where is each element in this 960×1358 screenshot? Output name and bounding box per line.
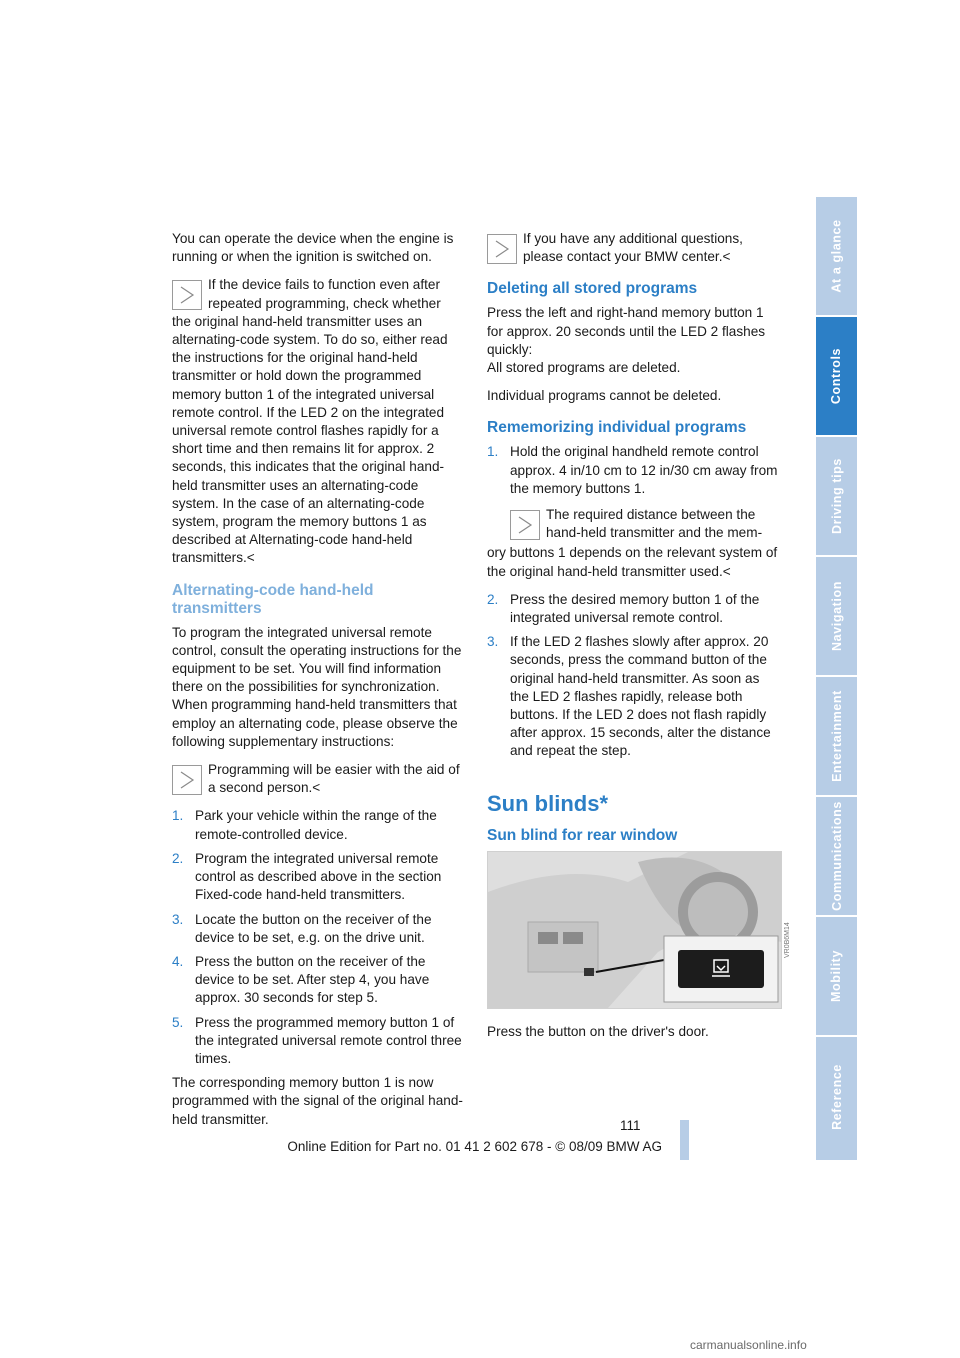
paragraph-delete-2: All stored programs are deleted.	[487, 360, 681, 376]
footer-accent-bar	[680, 1120, 689, 1160]
paragraph-program: To program the integrated universal remote control, consult the operating instructions for the equipment to be set. You will find information there on the possibilities for synchronization.	[172, 624, 462, 695]
note-arrow-icon	[487, 234, 517, 264]
heading-alternating-code: Alternating-code hand-held transmitters	[172, 581, 374, 617]
door-switch-photo	[487, 851, 782, 1009]
paragraph-supplementary: When programming hand-held transmitters that employ an alternating code, please observe the following supplementary instructions:	[172, 697, 458, 749]
watermark: carmanualsonline.info	[690, 1338, 807, 1352]
tab-navigation[interactable]: Navigation	[816, 557, 857, 677]
list-item: 1. Hold the original handheld remote control approx. 4 in/10 cm to 12 in/30 cm away from the memory buttons 1. The required distance between the hand-held transmitter and the mem-	[487, 443, 780, 542]
list-item: 5. Press the programmed memory button 1 of the integrated universal remote control three times.	[172, 1014, 462, 1066]
paragraph-result: The corresponding memory button 1 is now programmed with the signal of the original hand-held transmitter.	[172, 1075, 463, 1127]
tab-entertainment[interactable]: Entertainment	[816, 677, 857, 797]
note-text-rest: ory buttons 1 depends on the relevant system of the original hand-held transmitter used.<	[487, 545, 778, 579]
tab-controls[interactable]: Controls	[816, 317, 857, 437]
steps-list	[172, 807, 465, 1068]
list-item: 3. If the LED 2 flashes slowly after approx. 20 seconds, press the command button of the original hand-held transmitter. As soon as the LED 2 flashes rapidly, release both buttons. If the LED 2 does not flash rapidly after approx. 15 seconds, alter the distance and repeat the step.	[487, 634, 771, 759]
heading-rear-window: Sun blind for rear window	[487, 826, 678, 844]
list-item: 2. Program the integrated universal remote control as described above in the section Fixed-code hand-held transmitters.	[172, 850, 442, 903]
paragraph-delete-3: Individual programs cannot be deleted.	[487, 388, 722, 404]
heading-sun-blinds: Sun blinds*	[487, 790, 608, 816]
list-item: 3. Locate the button on the receiver of the device to be set, e.g. on the drive unit.	[172, 911, 432, 945]
note-arrow-icon	[172, 765, 202, 795]
note-text-rest: the original hand-held transmitter uses an alternating-code system. To do so, either read the instructions for the original hand-held transmitter or hold down the programmed memory button 1 of the integrated universal remote control. If the LED 2 on the integrated universal remote control flashes rapidly for a short time and then remains lit for approx. 2 seconds, this indicates that the original hand-held transmitter uses an alternating-code system. In the case of an alternating-code system, program the memory buttons 1 as described at Alternating-code hand-held transmitters.<	[172, 313, 448, 566]
tab-driving-tips[interactable]: Driving tips	[816, 437, 857, 557]
note-arrow-icon	[510, 510, 540, 540]
tab-reference[interactable]: Reference	[829, 1064, 844, 1130]
rememorize-steps	[487, 443, 780, 542]
tab-mobility[interactable]: Mobility	[816, 917, 857, 1037]
note-block	[172, 761, 465, 797]
heading-deleting: Deleting all stored programs	[487, 280, 698, 298]
note-block	[172, 276, 465, 567]
list-item: 2. Press the desired memory button 1 of the integrated universal remote control.	[487, 591, 760, 626]
note-text-first: The required distance between the hand-held transmitter and the mem-	[546, 507, 763, 541]
intro-paragraph: You can operate the device when the engine is running or when the ignition is switched on.	[172, 231, 454, 265]
photo-caption: Press the button on the driver's door.	[487, 1023, 709, 1039]
page-number: 111	[620, 1118, 641, 1133]
list-item: 4. Press the button on the receiver of the device to be set. After step 4, you have approx. 30 seconds for step 5.	[172, 953, 430, 1006]
footer-edition: Online Edition for Part no. 01 41 2 602 678 - © 08/09 BMW AG	[287, 1139, 662, 1154]
photo-code: VR0B6M14	[784, 922, 791, 958]
heading-rememorizing: Rememorizing individual programs	[487, 419, 747, 437]
tab-at-a-glance[interactable]: At a glance	[816, 197, 857, 317]
note-arrow-icon	[172, 280, 202, 310]
note-block	[510, 506, 780, 542]
left-column	[172, 230, 465, 1139]
note-block	[487, 230, 780, 266]
right-column	[487, 230, 780, 1051]
list-item: 1. Park your vehicle within the range of the remote-controlled device.	[172, 808, 437, 842]
note-text: Programming will be easier with the aid of a second person.<	[208, 762, 460, 796]
note-text: If you have any additional questions, please contact your BMW center.<	[523, 231, 743, 265]
tab-communications[interactable]: Communications	[816, 797, 857, 917]
paragraph-delete-1: Press the left and right-hand memory button 1 for approx. 20 seconds until the LED 2 flashes quickly:	[487, 305, 766, 357]
chapter-tab-bar	[816, 197, 857, 1160]
rememorize-steps-continued	[487, 591, 780, 761]
note-text-first: If the device fails to function even after repeated programming, check whether	[208, 277, 441, 311]
